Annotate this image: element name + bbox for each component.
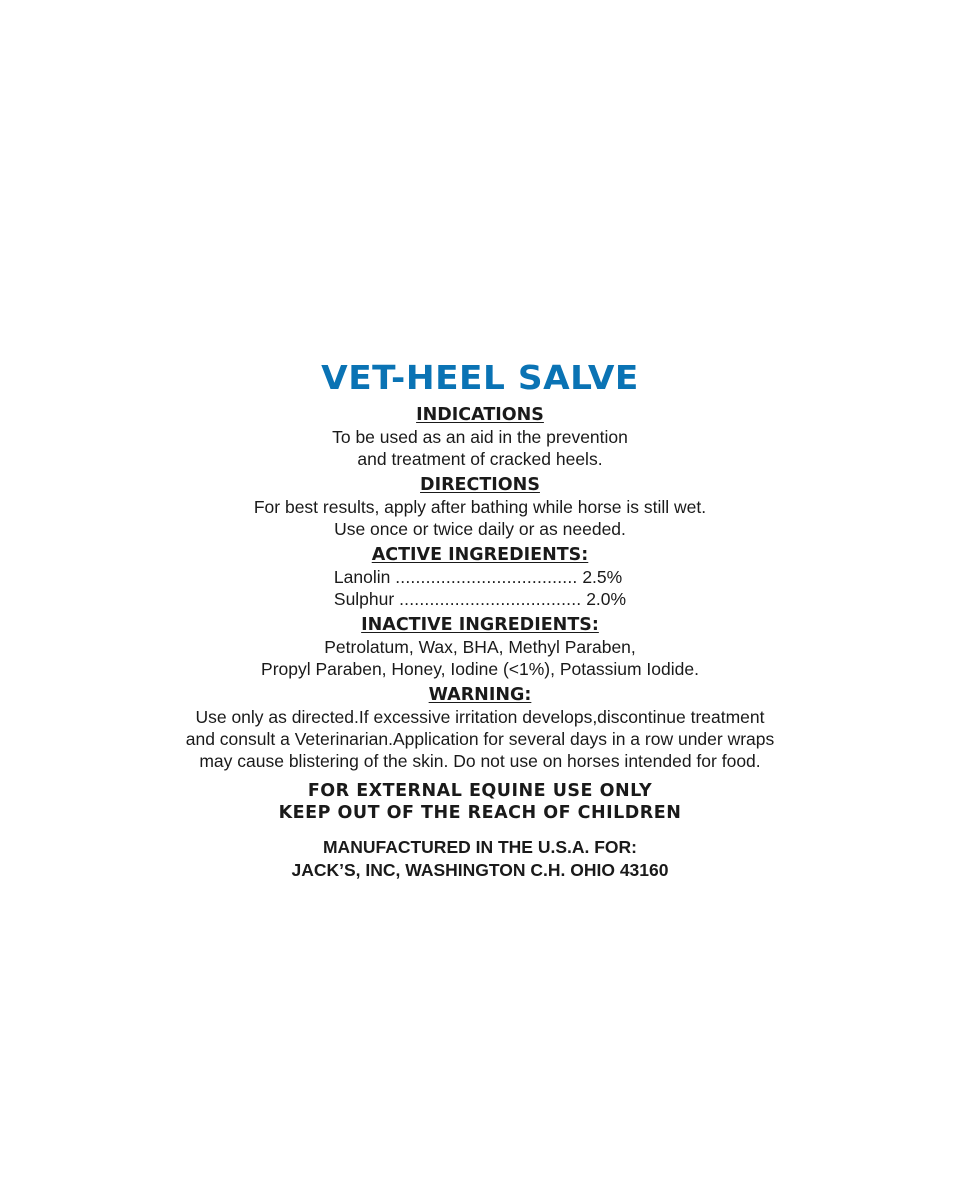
ingredient-leader-dots: .................................... bbox=[395, 567, 578, 587]
ingredient-amount: 2.5% bbox=[582, 567, 623, 587]
caution-line: FOR EXTERNAL EQUINE USE ONLY bbox=[307, 781, 653, 801]
ingredient-amount: 2.0% bbox=[586, 589, 627, 609]
indications-heading: INDICATIONS bbox=[416, 405, 544, 425]
warning-line: Use only as directed.If excessive irritation develops,discontinue treatment bbox=[195, 707, 765, 727]
warning-line: and consult a Veterinarian.Application for several days in a row under wraps bbox=[185, 729, 775, 749]
manufacturer-line: MANUFACTURED IN THE U.S.A. FOR: bbox=[322, 837, 638, 857]
ingredient-row bbox=[334, 588, 626, 610]
active-ingredients-heading: ACTIVE INGREDIENTS: bbox=[371, 545, 589, 565]
caution-block bbox=[0, 780, 960, 824]
directions-line: Use once or twice daily or as needed. bbox=[334, 519, 626, 539]
ingredient-name: Sulphur bbox=[333, 589, 395, 609]
warning-heading: WARNING: bbox=[428, 685, 532, 705]
caution-line: KEEP OUT OF THE REACH OF CHILDREN bbox=[278, 803, 682, 823]
directions-heading: DIRECTIONS bbox=[420, 475, 540, 495]
active-ingredients-list bbox=[334, 566, 626, 610]
inactive-ingredients-line: Petrolatum, Wax, BHA, Methyl Paraben, bbox=[324, 637, 636, 657]
inactive-ingredients-line: Propyl Paraben, Honey, Iodine (<1%), Potassium Iodide. bbox=[261, 659, 699, 679]
ingredient-leader-dots: .................................... bbox=[399, 589, 582, 609]
warning-line: may cause blistering of the skin. Do not use on horses intended for food. bbox=[199, 751, 761, 771]
ingredient-row bbox=[334, 566, 626, 588]
manufacturer-block bbox=[0, 836, 960, 882]
directions-section bbox=[0, 474, 960, 540]
inactive-ingredients-section bbox=[0, 614, 960, 680]
warning-section bbox=[0, 684, 960, 772]
indications-line: To be used as an aid in the prevention bbox=[332, 427, 628, 447]
indications-section bbox=[0, 404, 960, 470]
inactive-ingredients-heading: INACTIVE INGREDIENTS: bbox=[361, 615, 599, 635]
indications-line: and treatment of cracked heels. bbox=[357, 449, 603, 469]
directions-line: For best results, apply after bathing while horse is still wet. bbox=[253, 497, 707, 517]
product-title: VET-HEEL SALVE bbox=[321, 358, 639, 397]
manufacturer-line: JACK’S, INC, WASHINGTON C.H. OHIO 43160 bbox=[291, 860, 669, 880]
active-ingredients-section bbox=[0, 544, 960, 610]
product-label bbox=[0, 358, 960, 882]
ingredient-name: Lanolin bbox=[333, 567, 391, 587]
